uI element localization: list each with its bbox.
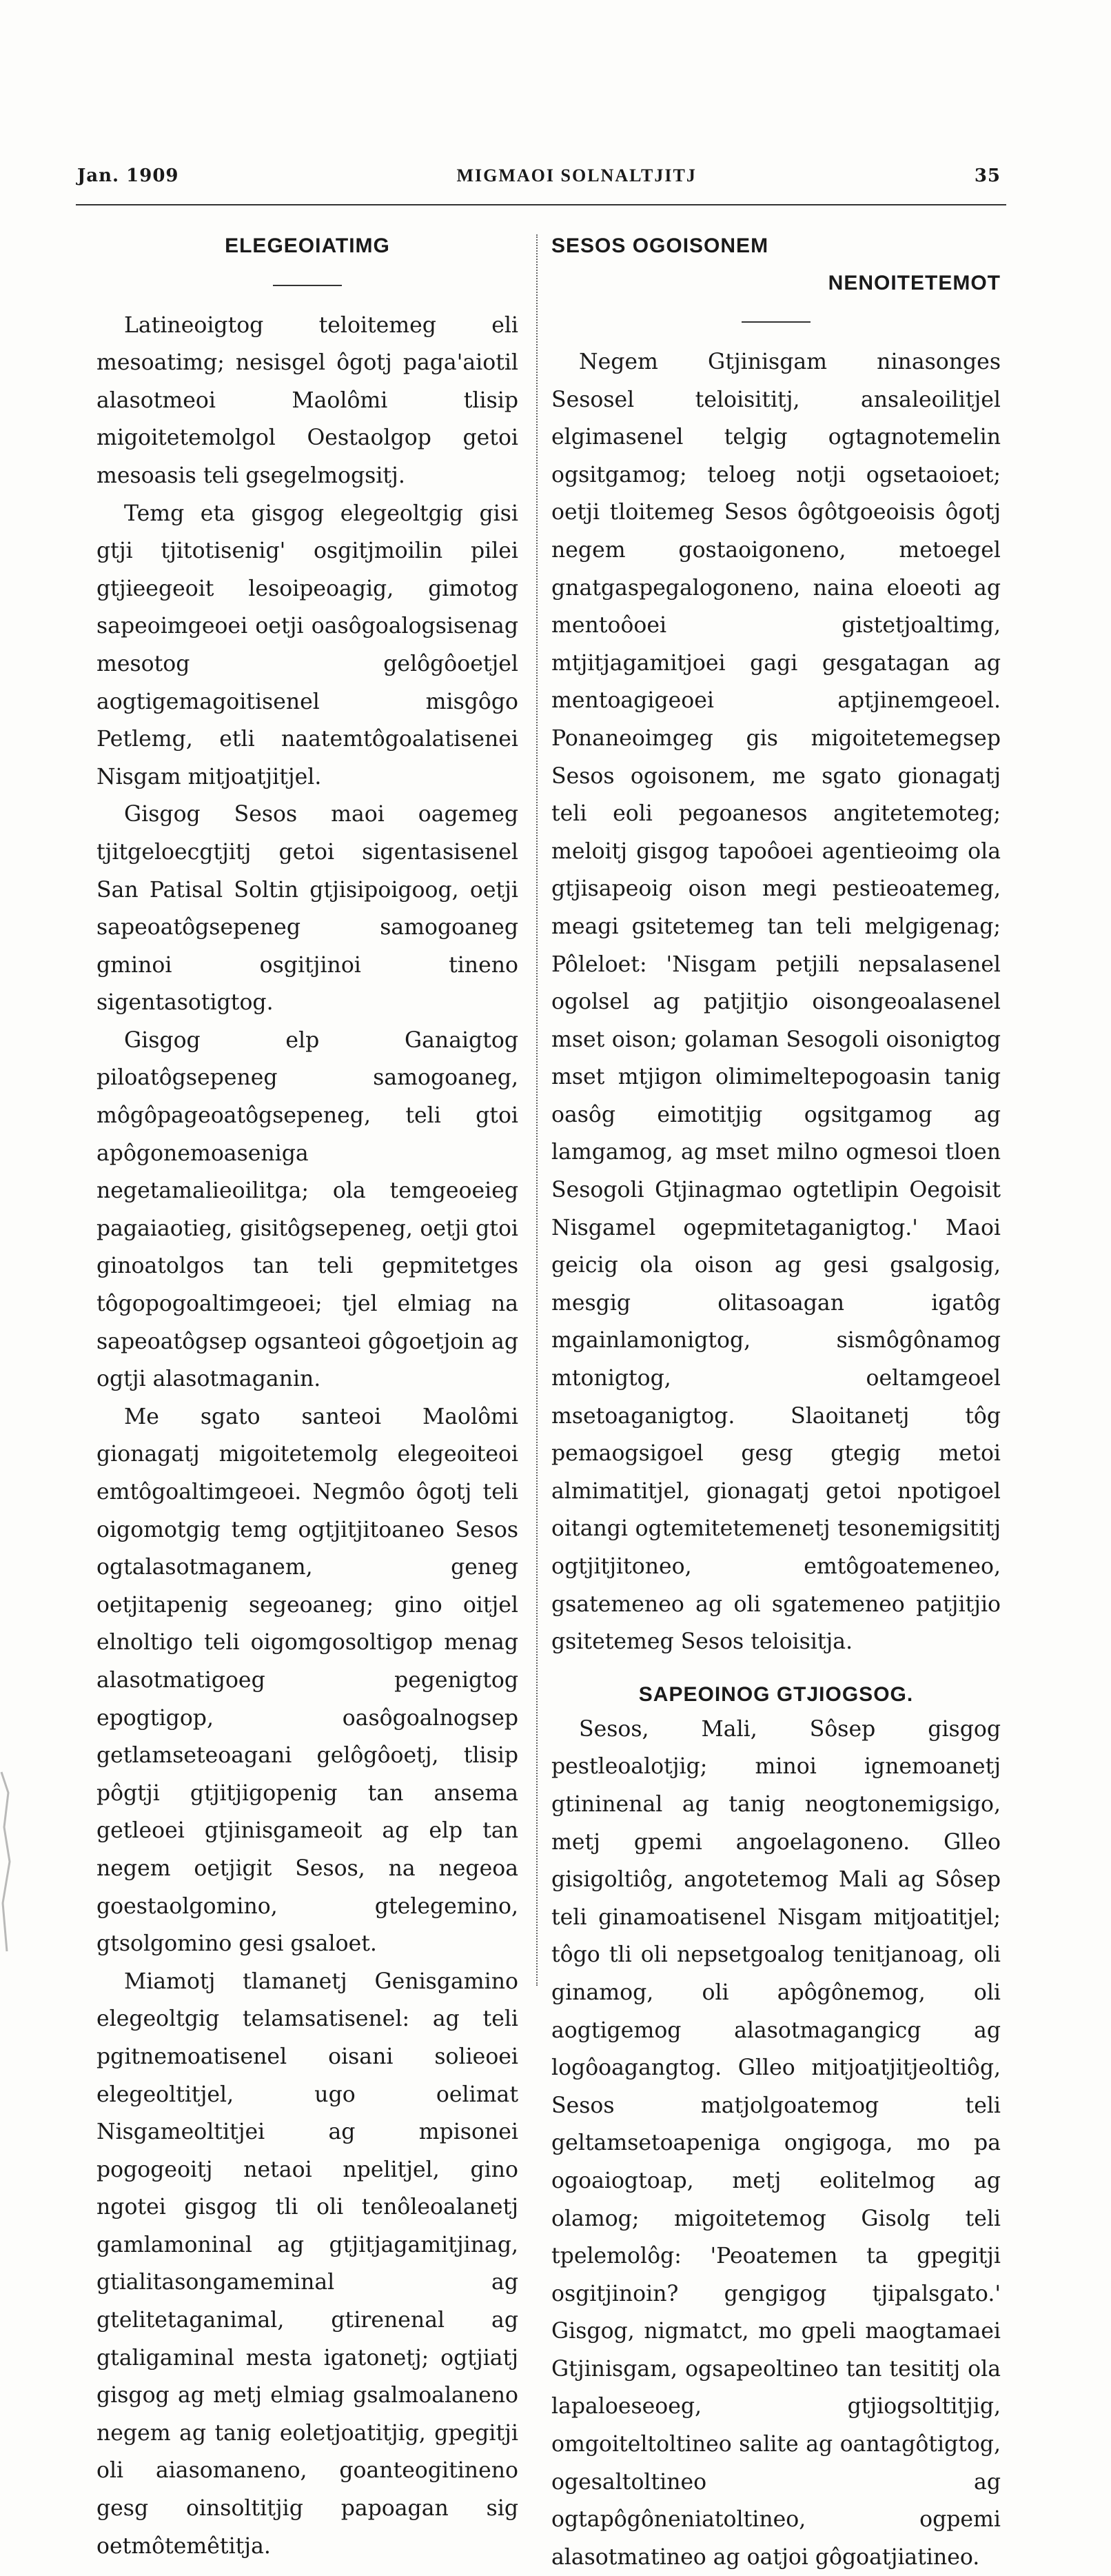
section-title-elegeoiatimg: ELEGEOIATIMG [225,234,390,257]
paragraph: Negem Gtjinisgam ninasonges Sesosel teloisititj, ansaleoilitjel elgimasenel telgig ogtagnotemelin ogsitgamog; teloeg notji ogsetaoioet; oetji tloitemeg Sesos ôgôtgoeoisis ôgotj negem gostaoigoneno, metoegel gnatgaspegalogoneno, naina eloeoti ag mentoôoei gistetjoaltimg, mtjitjagamitjoei gagi gesgatagan ag mentoagigeoei aptjinemgeoel. Ponaneoimgeg gis migoitetemegsep Sesos ogoisonem, me sgato gionagatj teli eoli pegoanesos angitetemoteg; meloitj gisgog tapoôoei agentieoimg ola gtjisapeoig oison megi pestieoatemeg, meagi gsitetemeg tan teli melgigenag; Pôleloet: 'Nisgam petjili nepsalasenel ogolsel ag patjitjio oisongeoalasenel mset oison; golaman Sesogoli oisonigtog mset mtjigon olimimeltepogoasin tanig oasôg eimotitjig ogsitgamog ag lamgamog, ag mset milno ogmesoi tloen Sesogoli Gtjinagmao ogtetlipin Oegoisit Nisgamel ogepmitetaganigtog.' Maoi geicig ola oison ag gesi gsalgosig, mesgig olitasoagan igatôg mgainlamonigtog, sismôgônamog mtonigtog, oeltamgeoel msetoaganigtog. Slaoitanetj tôg pemaogsigoel gesg gtegig metoi almimatitjel, gionagatj getoi npotigoel oitangi ogtemitetemenetj tesonemigsititj ogtjitjitoneo, emtôgoatemeneo, gsatemeneo ag oli sgatemeneo patjitjio gsitetemeg Sesos teloisitja. [551,350,1001,1655]
title-dash [273,285,342,286]
left-column [96,228,518,2565]
page-edge-stain [0,1765,28,1958]
issue-date: Jan. 1909 [77,165,179,186]
newspaper-title: MIGMAOI SOLNALTJITJ [456,165,697,185]
paragraph: Latineoigtog teloitemeg eli mesoatimg; nesisgel ôgotj paga'aiotil alasotmeoi Maolômi tlisip migoitetemolgol Oestaolgop getoi mesoasis teli gsegelmogsitj. [96,312,518,488]
section-title-sapeoinog-gtjiogsog: SAPEOINOG GTJIOGSOG. [638,1682,914,1706]
page-number: 35 [974,165,1001,186]
paragraph: Gisgog Sesos maoi oagemeg tjitgeloecgtjitj getoi sigentasisenel San Patisal Soltin gtjisipoigoog, oetji sapeoatôgsepeneg samogoaneg gminoi osgitjinoi tineno sigentasotigtog. [96,802,518,1016]
section-title-sesos-ogoisonem: SESOS OGOISONEM [551,234,769,257]
paragraph: Sesos, Mali, Sôsep gisgog pestleoalotjig; minoi ignemoanetj gtininenal ag tanig neogtonemigsigo, metj gpemi angoelagoneno. Glleo gisigoltiôg, angotetemog Mali ag Sôsep teli ginamoatisenel Nisgam mitjoatitjel; tôgo tli oli nepsetgoalog tenitjanoag, oli ginamog, oli apôgônemog, oli aogtigemog alasotmagangicg ag logôoagangtog. Glleo mitjoatjitjeoltiôg, Sesos matjolgoatemog teli geltamsetoapeniga ongigoga, mo pa ogoaiogtoap, metj eolitelmog ag olamog; migoitetemog Gisolg teli tpelemolôg: 'Peoatemen ta gpegitji osgitjinoin? gengigog tjipalsgato.' Gisgog, nigmatct, mo gpeli maogtamaei Gtjinisgam, ogsapeoltineo tan tesititj ola lapaloeseoeg, gtjiogsoltitjig, omgoiteltoltineo salite ag oantagôtigtog, ogesaltoltineo ag ogtapôgôneniatoltineo, ogpemi alasotmatineo ag oatjoi gôgoatjiatineo. [551,1716,1001,2570]
paragraph: Me sgato santeoi Maolômi gionagatj migoitetemolg elegeoiteoi emtôgoaltimgeoei. Negmôo ôgotj teli oigomotgig temg ogtjitjitoaneo Sesos ogtalasotmaganem, geneg oetjitapenig segeoaneg; gino oitjel elnoltigo teli oigomgosoltigop menag alasotmatigoeg pegenigtog epogtigop, oasôgoalnogsep getlamseteoagani gelôgôoetj, tlisip pôgtji gtjitjigopenig tan ansema getleoei gtjinisgameoit ag elp tan negem oetjigit Sesos, na negeoa goestaolgomino, gtelegemino, gtsolgomino gesi gsaloet. [96,1404,518,1957]
section2-heading [551,1679,1001,1711]
page-header [77,165,1001,186]
paragraph: Gisgog elp Ganaigtog piloatôgsepeneg samogoaneg, môgôpageoatôgsepeneg, teli gtoi apôgonemoaseniga negetamalieoilitga; ola temgeoeieg pagaiaotieg, gisitôgsepeneg, oetji gtoi ginoatolgos tan teli gepmitetges tôgopogoaltimgeoei; tjel elmiag na sapeoatôgsep ogsanteoi gôgoetjoin ag ogtji alasotmaganin. [96,1027,518,1392]
header-rule [76,204,1006,205]
title-dash [742,321,811,323]
paragraph: Miamotj tlamanetj Genisgamino elegeoltgig telamsatisenel: ag teli pgitnemoatisenel oisani solieoei elegeoltitjel, ugo oelimat Nisgameoltitjei ag mpisonei pogogeoitj netaoi npelitjel, gino ngotei gisgog tli oli tenôleoalanetj gamlamoninal ag gtjitjagamitjinag, gtialitasongameminal ag gtelitetaganimal, gtirenenal ag gtaligaminal mesta igatonetj; ogtjiatj gisgog ag metj elmiag gsalmoalaneno negem ag tanig eoletjoatitjig, gpegitji oli aiasomaneno, goanteogitineno gesg oinsoltitjig papoagan sig oetmôtemêtitja. [96,1969,518,2559]
paragraph: Temg eta gisgog elegeoltgig gisi gtji tjitotisenig' osgitjmoilin pilei gtjieegeoit lesoipeoagig, gimotog sapeoimgeoei oetji oasôgoalogsisenag mesotog gelôgôoetjel aogtigemagoitisenel misgôgo Petlemg, etli naatemtôgoalatisenei Nisgam mitjoatjitjel. [96,501,518,789]
column-divider [536,234,538,1986]
right-column [551,228,1001,2576]
section-title-nenoitetemot: NENOITETEMOT [828,272,1001,294]
